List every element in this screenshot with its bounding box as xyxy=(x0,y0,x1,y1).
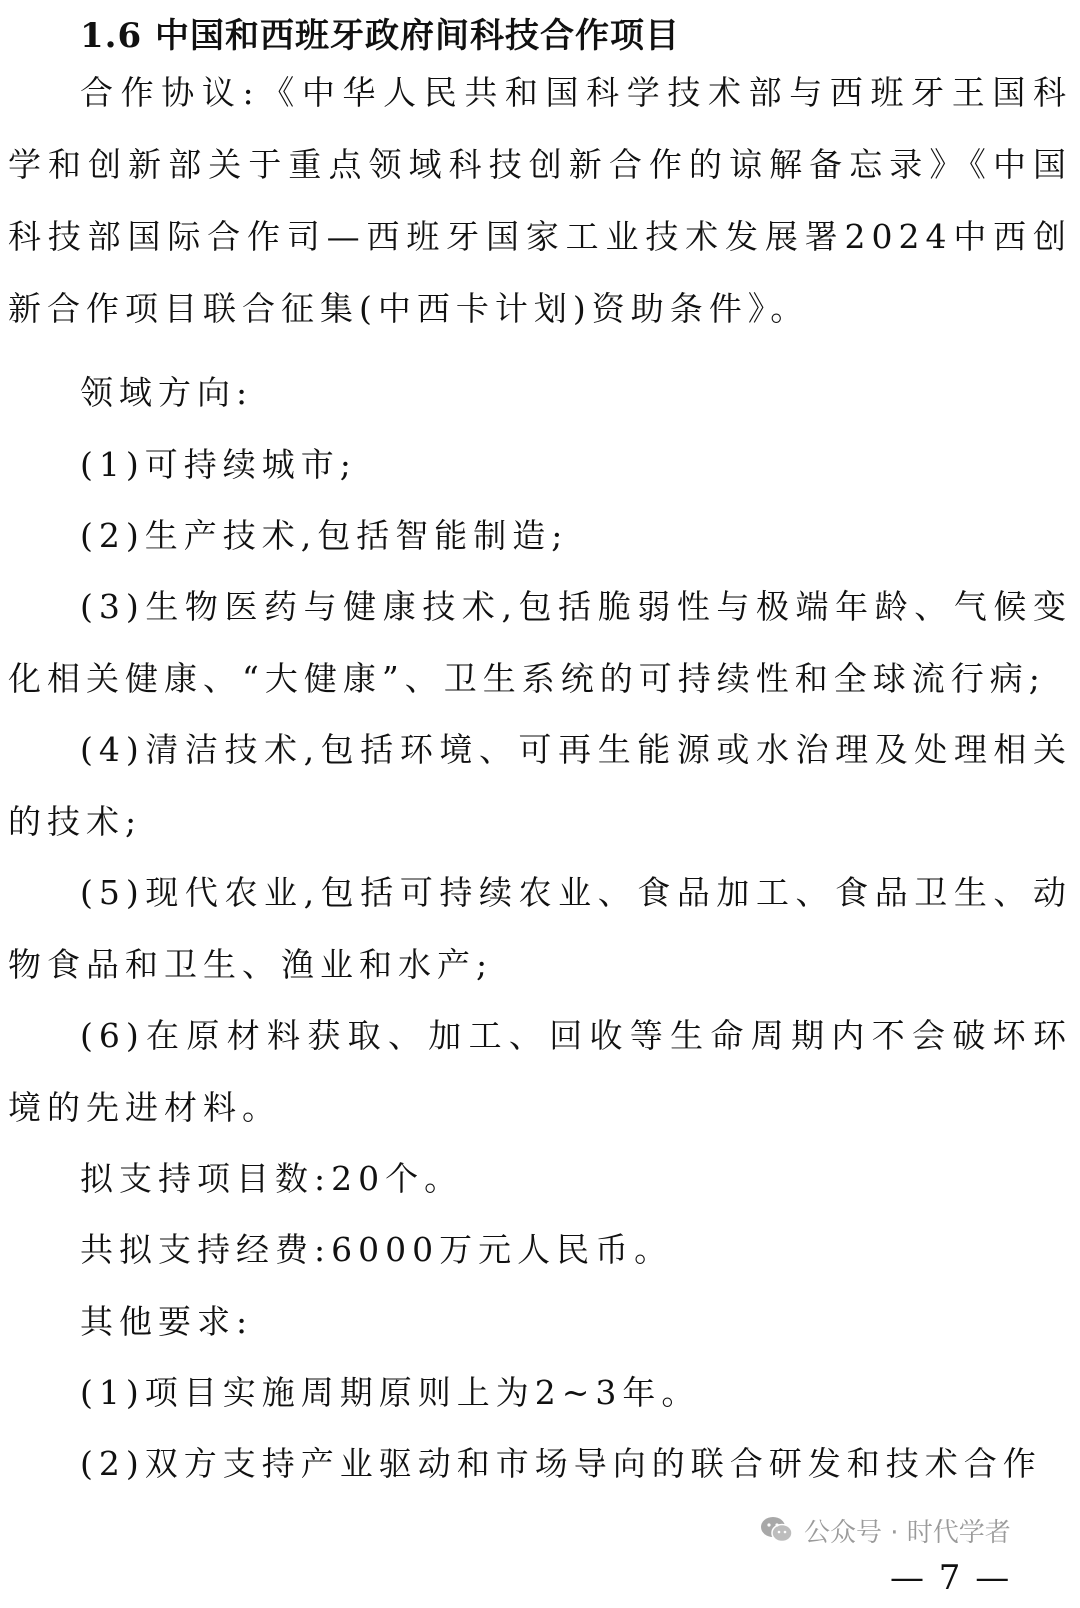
watermark-text: 公众号 · 时代学者 xyxy=(804,1517,1011,1548)
paragraph-field-4: (4)清洁技术,包括环境、可再生能源或水治理及处理相关的技术; xyxy=(8,730,1072,841)
paragraph-agreement: 合作协议:《中华人民共和国科学技术部与西班牙王国科学和创新部关于重点领域科技创新合作的谅解备忘录》《中国科技部国际合作司—西班牙国家工业技术发展署2024中西创新合作项目联合征集(中西卡计划)资助条件》。 xyxy=(8,73,1072,328)
paragraph-field-2: (2)生产技术,包括智能制造; xyxy=(80,516,569,555)
paragraph-field-5: (5)现代农业,包括可持续农业、食品加工、食品卫生、动物食品和卫生、渔业和水产; xyxy=(8,873,1072,984)
wechat-icon xyxy=(760,1515,794,1545)
paragraph-other-requirements: 其他要求: xyxy=(80,1302,254,1341)
paragraph-field-6: (6)在原材料获取、加工、回收等生命周期内不会破坏环境的先进材料。 xyxy=(8,1016,1072,1127)
paragraph-field-1: (1)可持续城市; xyxy=(80,445,357,484)
wechat-watermark xyxy=(760,1508,1011,1552)
section-heading: 1.6 中国和西班牙政府间科技合作项目 xyxy=(80,16,680,56)
paragraph-requirement-1: (1)项目实施周期原则上为2~3年。 xyxy=(80,1373,701,1412)
paragraph-project-count: 拟支持项目数:20个。 xyxy=(80,1159,464,1198)
paragraph-field-3: (3)生物医药与健康技术,包括脆弱性与极端年龄、气候变化相关健康、“大健康”、卫生系统的可持续性和全球流行病; xyxy=(8,587,1072,698)
paragraph-requirement-2: (2)双方支持产业驱动和市场导向的联合研发和技术合作 xyxy=(80,1444,1042,1483)
paragraph-fields-label: 领域方向: xyxy=(80,373,254,412)
paragraph-funding: 共拟支持经费:6000万元人民币。 xyxy=(80,1230,674,1269)
page-number: — 7 — xyxy=(890,1558,1012,1598)
